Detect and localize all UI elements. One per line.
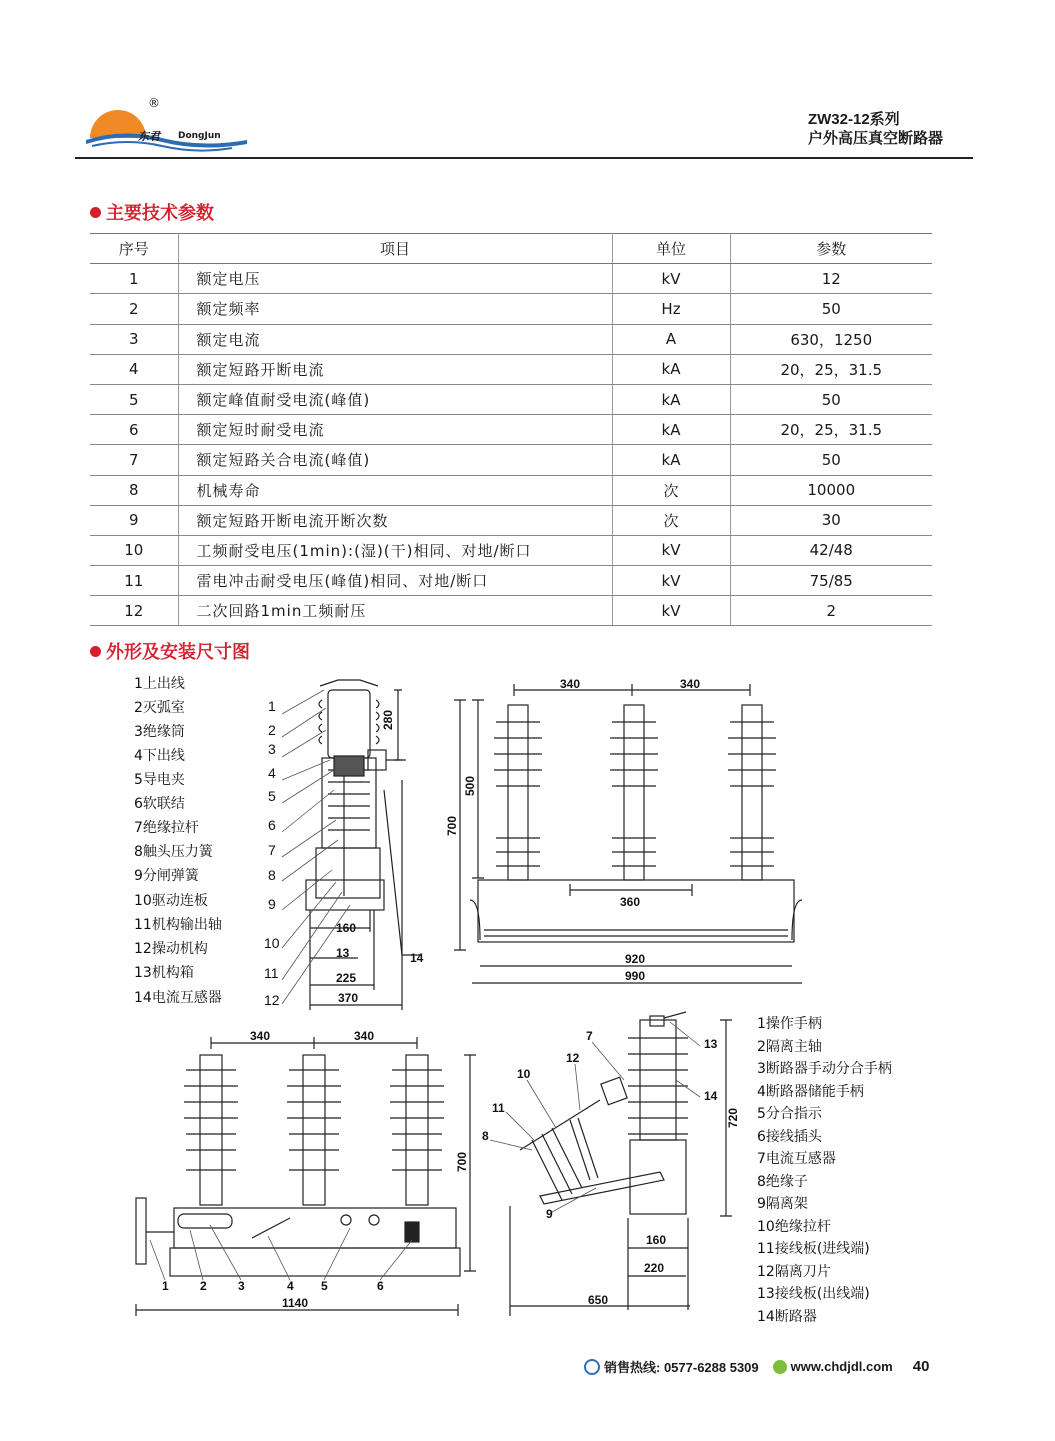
sales-hotline: 销售热线: 0577-6288 5309 [604,1360,759,1375]
cell-no: 10 [90,535,178,565]
product-name: 户外高压真空断路器 [807,130,943,147]
cell-no: 2 [90,294,178,324]
callout-number: 11 [492,1101,505,1115]
callout-number: 11 [264,965,279,981]
cell-item: 二次回路1min工频耐压 [178,596,612,626]
cell-item: 额定频率 [178,294,612,324]
callout-number: 13 [704,1037,718,1051]
footer [584,1357,929,1376]
dim-1140: 1140 [282,1296,309,1310]
legend-item: 2隔离主轴 [757,1039,822,1055]
cell-value: 50 [730,445,932,475]
legend-item: 6软联结 [134,796,185,812]
cell-item: 额定短路开断电流 [178,354,612,384]
callout-number: 2 [268,722,276,738]
callout-number: 10 [517,1067,531,1081]
cell-value: 2 [730,596,932,626]
legend-item: 11接线板(进线端) [757,1241,870,1257]
cell-value: 50 [730,294,932,324]
header-no: 序号 [90,234,178,264]
cell-value: 12 [730,264,932,294]
legend-item: 14断路器 [757,1309,817,1325]
insulator-pole [184,1055,238,1205]
callout-number: 14 [704,1089,718,1103]
cell-unit: kA [612,354,730,384]
cell-item: 额定短路关合电流(峰值) [178,445,612,475]
cell-no: 5 [90,384,178,414]
legend-item: 6接线插头 [757,1129,822,1145]
brand-name-en: DongJun [178,131,221,141]
brand-name-cn: 东君 [138,130,160,143]
cell-unit: kV [612,535,730,565]
callout-number: 7 [268,842,276,858]
legend-b [757,1015,892,1325]
legend-item: 10绝缘拉杆 [757,1219,831,1235]
side-view-isolator-drawing [482,1012,740,1316]
callout-number: 3 [268,741,276,757]
cell-no: 4 [90,354,178,384]
legend-item: 2灭弧室 [134,700,185,716]
callout-number: 3 [238,1279,245,1293]
cell-no: 6 [90,415,178,445]
insulator-pole [494,705,542,880]
callout-number: 12 [566,1051,580,1065]
cell-unit: Hz [612,294,730,324]
legend-item: 4下出线 [134,748,185,764]
legend-a [134,675,222,1006]
legend-item: 1上出线 [134,676,185,692]
section-title-text: 外形及安装尺寸图 [106,642,250,663]
cell-unit: 次 [612,475,730,505]
legend-item: 13机构箱 [134,965,194,981]
cell-no: 12 [90,596,178,626]
dim-500: 500 [463,775,477,796]
dim-720: 720 [726,1107,740,1128]
legend-item: 12隔离刀片 [757,1264,831,1280]
callout-number: 7 [586,1029,593,1043]
cell-item: 机械寿命 [178,475,612,505]
legend-item: 9分闸弹簧 [134,868,199,884]
callout-number: 2 [200,1279,207,1293]
dim-700: 700 [455,1151,469,1172]
legend-item: 3绝缘筒 [134,724,185,740]
cell-item: 雷电冲击耐受电压(峰值)相同、对地/断口 [178,566,612,596]
legend-item: 9隔离架 [757,1196,808,1212]
cell-unit: A [612,324,730,354]
cell-no: 3 [90,324,178,354]
front-view-isolator-drawing [136,1029,476,1316]
cell-unit: kA [612,384,730,414]
legend-item: 11机构输出轴 [134,917,222,933]
callout-number: 4 [287,1279,294,1293]
insulator-pole [728,705,776,880]
callout-number: 10 [264,935,280,951]
header-item: 项目 [178,234,612,264]
dim-280: 280 [381,709,395,730]
dim-13: 13 [336,946,350,960]
cell-value: 10000 [730,475,932,505]
callout-number: 6 [377,1279,384,1293]
cell-item: 额定短时耐受电流 [178,415,612,445]
callout-number: 1 [162,1279,169,1293]
cell-unit: kA [612,445,730,475]
registered-mark: ® [148,96,160,110]
cell-item: 额定短路开断电流开断次数 [178,505,612,535]
legend-item: 5分合指示 [757,1106,822,1122]
dim-650: 650 [588,1293,609,1307]
cell-item: 额定电压 [178,264,612,294]
cell-value: 75/85 [730,566,932,596]
cell-value: 20，25，31.5 [730,415,932,445]
cell-no: 8 [90,475,178,505]
section-title-text: 主要技术参数 [106,203,214,224]
header-unit: 单位 [612,234,730,264]
dim-225: 225 [336,971,357,985]
callout-number: 8 [482,1129,489,1143]
legend-item: 5导电夹 [134,772,185,788]
cell-value: 630，1250 [730,324,932,354]
legend-item: 13接线板(出线端) [757,1286,870,1302]
cell-value: 30 [730,505,932,535]
series-name: ZW32-12系列 [807,111,900,128]
dim-340-b: 340 [680,677,701,691]
dim-700: 700 [445,815,459,836]
cell-no: 11 [90,566,178,596]
side-view-drawing [264,680,424,1010]
legend-item: 3断路器手动分合手柄 [757,1061,892,1077]
dim-920: 920 [625,952,646,966]
legend-item: 10驱动连板 [134,893,208,909]
cell-value: 20，25，31.5 [730,354,932,384]
legend-item: 7电流互感器 [757,1151,836,1167]
callout-number: 6 [268,817,276,833]
dim-340-b: 340 [354,1029,375,1043]
cell-no: 9 [90,505,178,535]
callout-number: 5 [321,1279,328,1293]
cell-item: 工频耐受电压(1min):(湿)(干)相同、对地/断口 [178,535,612,565]
cell-item: 额定电流 [178,324,612,354]
cell-unit: kV [612,566,730,596]
dim-220: 220 [644,1261,665,1275]
callout-number: 8 [268,867,276,883]
dim-160: 160 [646,1233,667,1247]
callout-number: 1 [268,698,276,714]
cell-unit: 次 [612,505,730,535]
cell-value: 50 [730,384,932,414]
cell-value: 42/48 [730,535,932,565]
legend-item: 12操动机构 [134,941,208,957]
globe-icon [773,1360,787,1374]
dim-370: 370 [338,991,359,1005]
legend-item: 14电流互感器 [134,990,222,1006]
callout-number: 4 [268,765,276,781]
legend-item: 8绝缘子 [757,1174,808,1190]
dim-990: 990 [625,969,646,983]
dim-340-a: 340 [560,677,581,691]
legend-item: 1操作手柄 [757,1016,822,1032]
legend-item: 7绝缘拉杆 [134,820,199,836]
phone-icon [584,1359,600,1375]
cell-no: 7 [90,445,178,475]
cell-unit: kV [612,264,730,294]
legend-item: 8触头压力簧 [134,844,213,860]
page-number: 40 [912,1358,930,1375]
cell-unit: kV [612,596,730,626]
header-value: 参数 [730,234,932,264]
callout-number: 9 [268,896,276,912]
cell-no: 1 [90,264,178,294]
website-link[interactable]: www.chdjdl.com [790,1359,893,1374]
insulator-pole [287,1055,341,1205]
insulator-pole [390,1055,444,1205]
cell-unit: kA [612,415,730,445]
callout-number: 9 [546,1207,553,1221]
insulator-pole [610,705,658,880]
dim-14: 14 [410,951,424,965]
front-view-drawing [445,677,802,983]
callout-number: 5 [268,788,276,804]
legend-item: 4断路器储能手柄 [757,1084,864,1100]
dim-160: 160 [336,921,357,935]
callout-number: 12 [264,992,280,1008]
dim-340-a: 340 [250,1029,271,1043]
dim-360: 360 [620,895,641,909]
cell-item: 额定峰值耐受电流(峰值) [178,384,612,414]
